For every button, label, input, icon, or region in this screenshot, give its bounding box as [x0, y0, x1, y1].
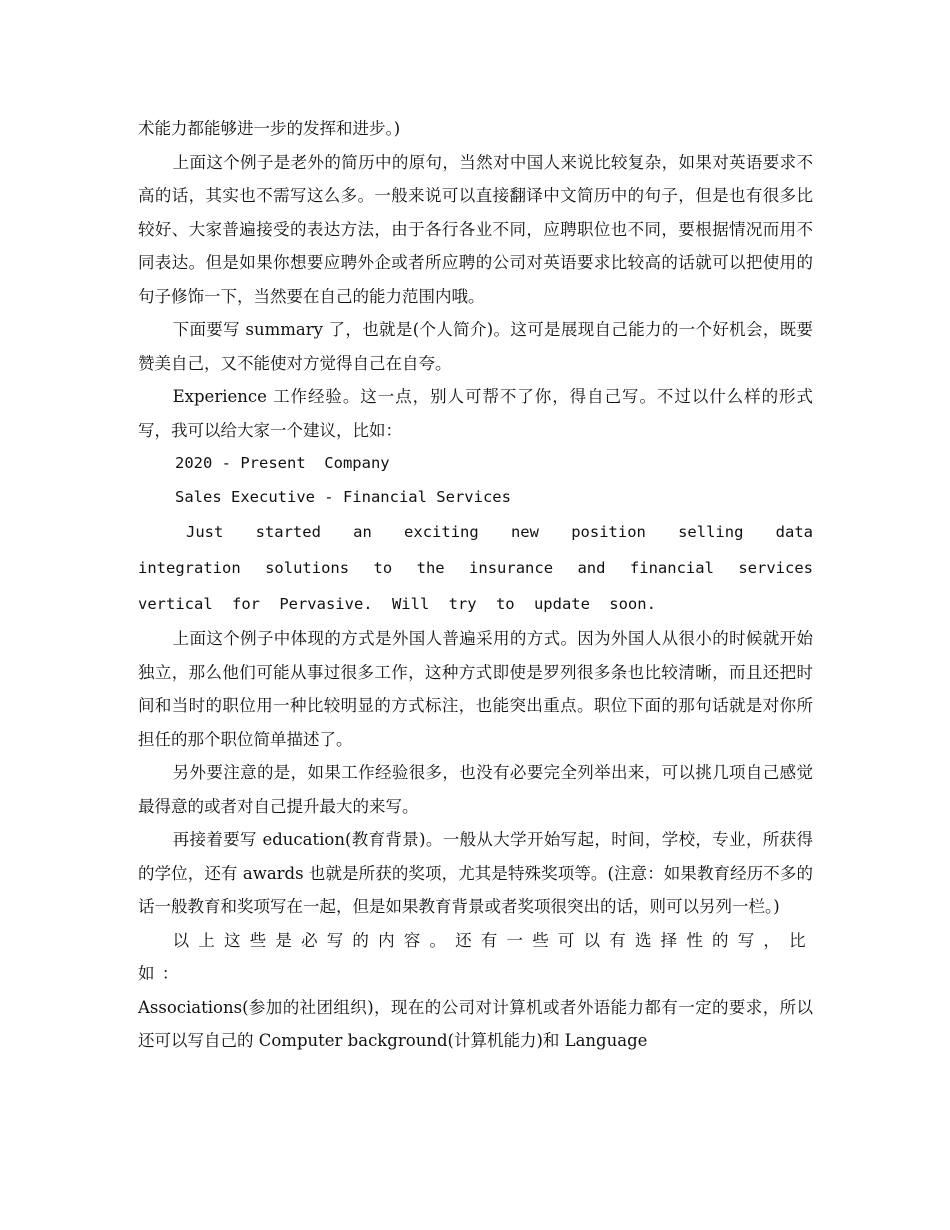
paragraph-summary: 下面要写 summary 了，也就是(个人简介)。这可是展现自己能力的一个好机会，既要赞美自己，又不能使对方觉得自己在自夸。 — [138, 320, 813, 373]
experience-description: Just started an exciting new position selling data integration solutions to the insurance and financial services vertical for Pervasive. Will try to update soon. — [138, 523, 813, 613]
paragraph-continuation: 术能力都能够进一步的发挥和进步。) — [138, 119, 401, 138]
paragraph-associations: Associations(参加的社团组织)，现在的公司对计算机或者外语能力都有一定的要求，所以还可以写自己的 Computer background(计算机能力)和 Language — [138, 997, 813, 1050]
experience-date-company: 2020 - Present Company — [175, 454, 390, 472]
paragraph-optional-intro: 以上这些是必写的内容。还有一些可以有选择性的写，比如： — [138, 930, 813, 983]
experience-position-title: Sales Executive - Financial Services — [175, 487, 511, 506]
paragraph-example-note: 上面这个例子是老外的简历中的原句，当然对中国人来说比较复杂，如果对英语要求不高的话，其实也不需写这么多。一般来说可以直接翻译中文简历中的句子，但是也有很多比较好、大家普遍接受的表达方法，由于各行各业不同，应聘职位也不同，要根据情况而用不同表达。但是如果你想要应聘外企或者所应聘的公司对英语要求比较高的话就可以把使用的句子修饰一下，当然要在自己的能力范围内哦。 — [138, 152, 813, 306]
paragraph-experience-tip: 另外要注意的是，如果工作经验很多，也没有必要完全列举出来，可以挑几项自己感觉最得意的或者对自己提升最大的来写。 — [138, 763, 813, 816]
paragraph-format-explanation: 上面这个例子中体现的方式是外国人普遍采用的方式。因为外国人从很小的时候就开始独立，那么他们可能从事过很多工作，这种方式即使是罗列很多条也比较清晰，而且还把时间和当时的职位用一种比较明显的方式标注，也能突出重点。职位下面的那句话就是对你所担任的那个职位简单描述了。 — [138, 629, 813, 749]
paragraph-experience: Experience 工作经验。这一点，别人可帮不了你，得自己写。不过以什么样的形式写，我可以给大家一个建议，比如： — [138, 387, 813, 440]
document-body — [138, 112, 813, 1058]
paragraph-education: 再接着要写 education(教育背景)。一般从大学开始写起，时间，学校，专业，所获得的学位，还有 awards 也就是所获的奖项，尤其是特殊奖项等。(注意：如果教育经历不多的话一般教育和奖项写在一起，但是如果教育背景或者奖项很突出的话，则可以另列一栏。) — [138, 830, 813, 916]
